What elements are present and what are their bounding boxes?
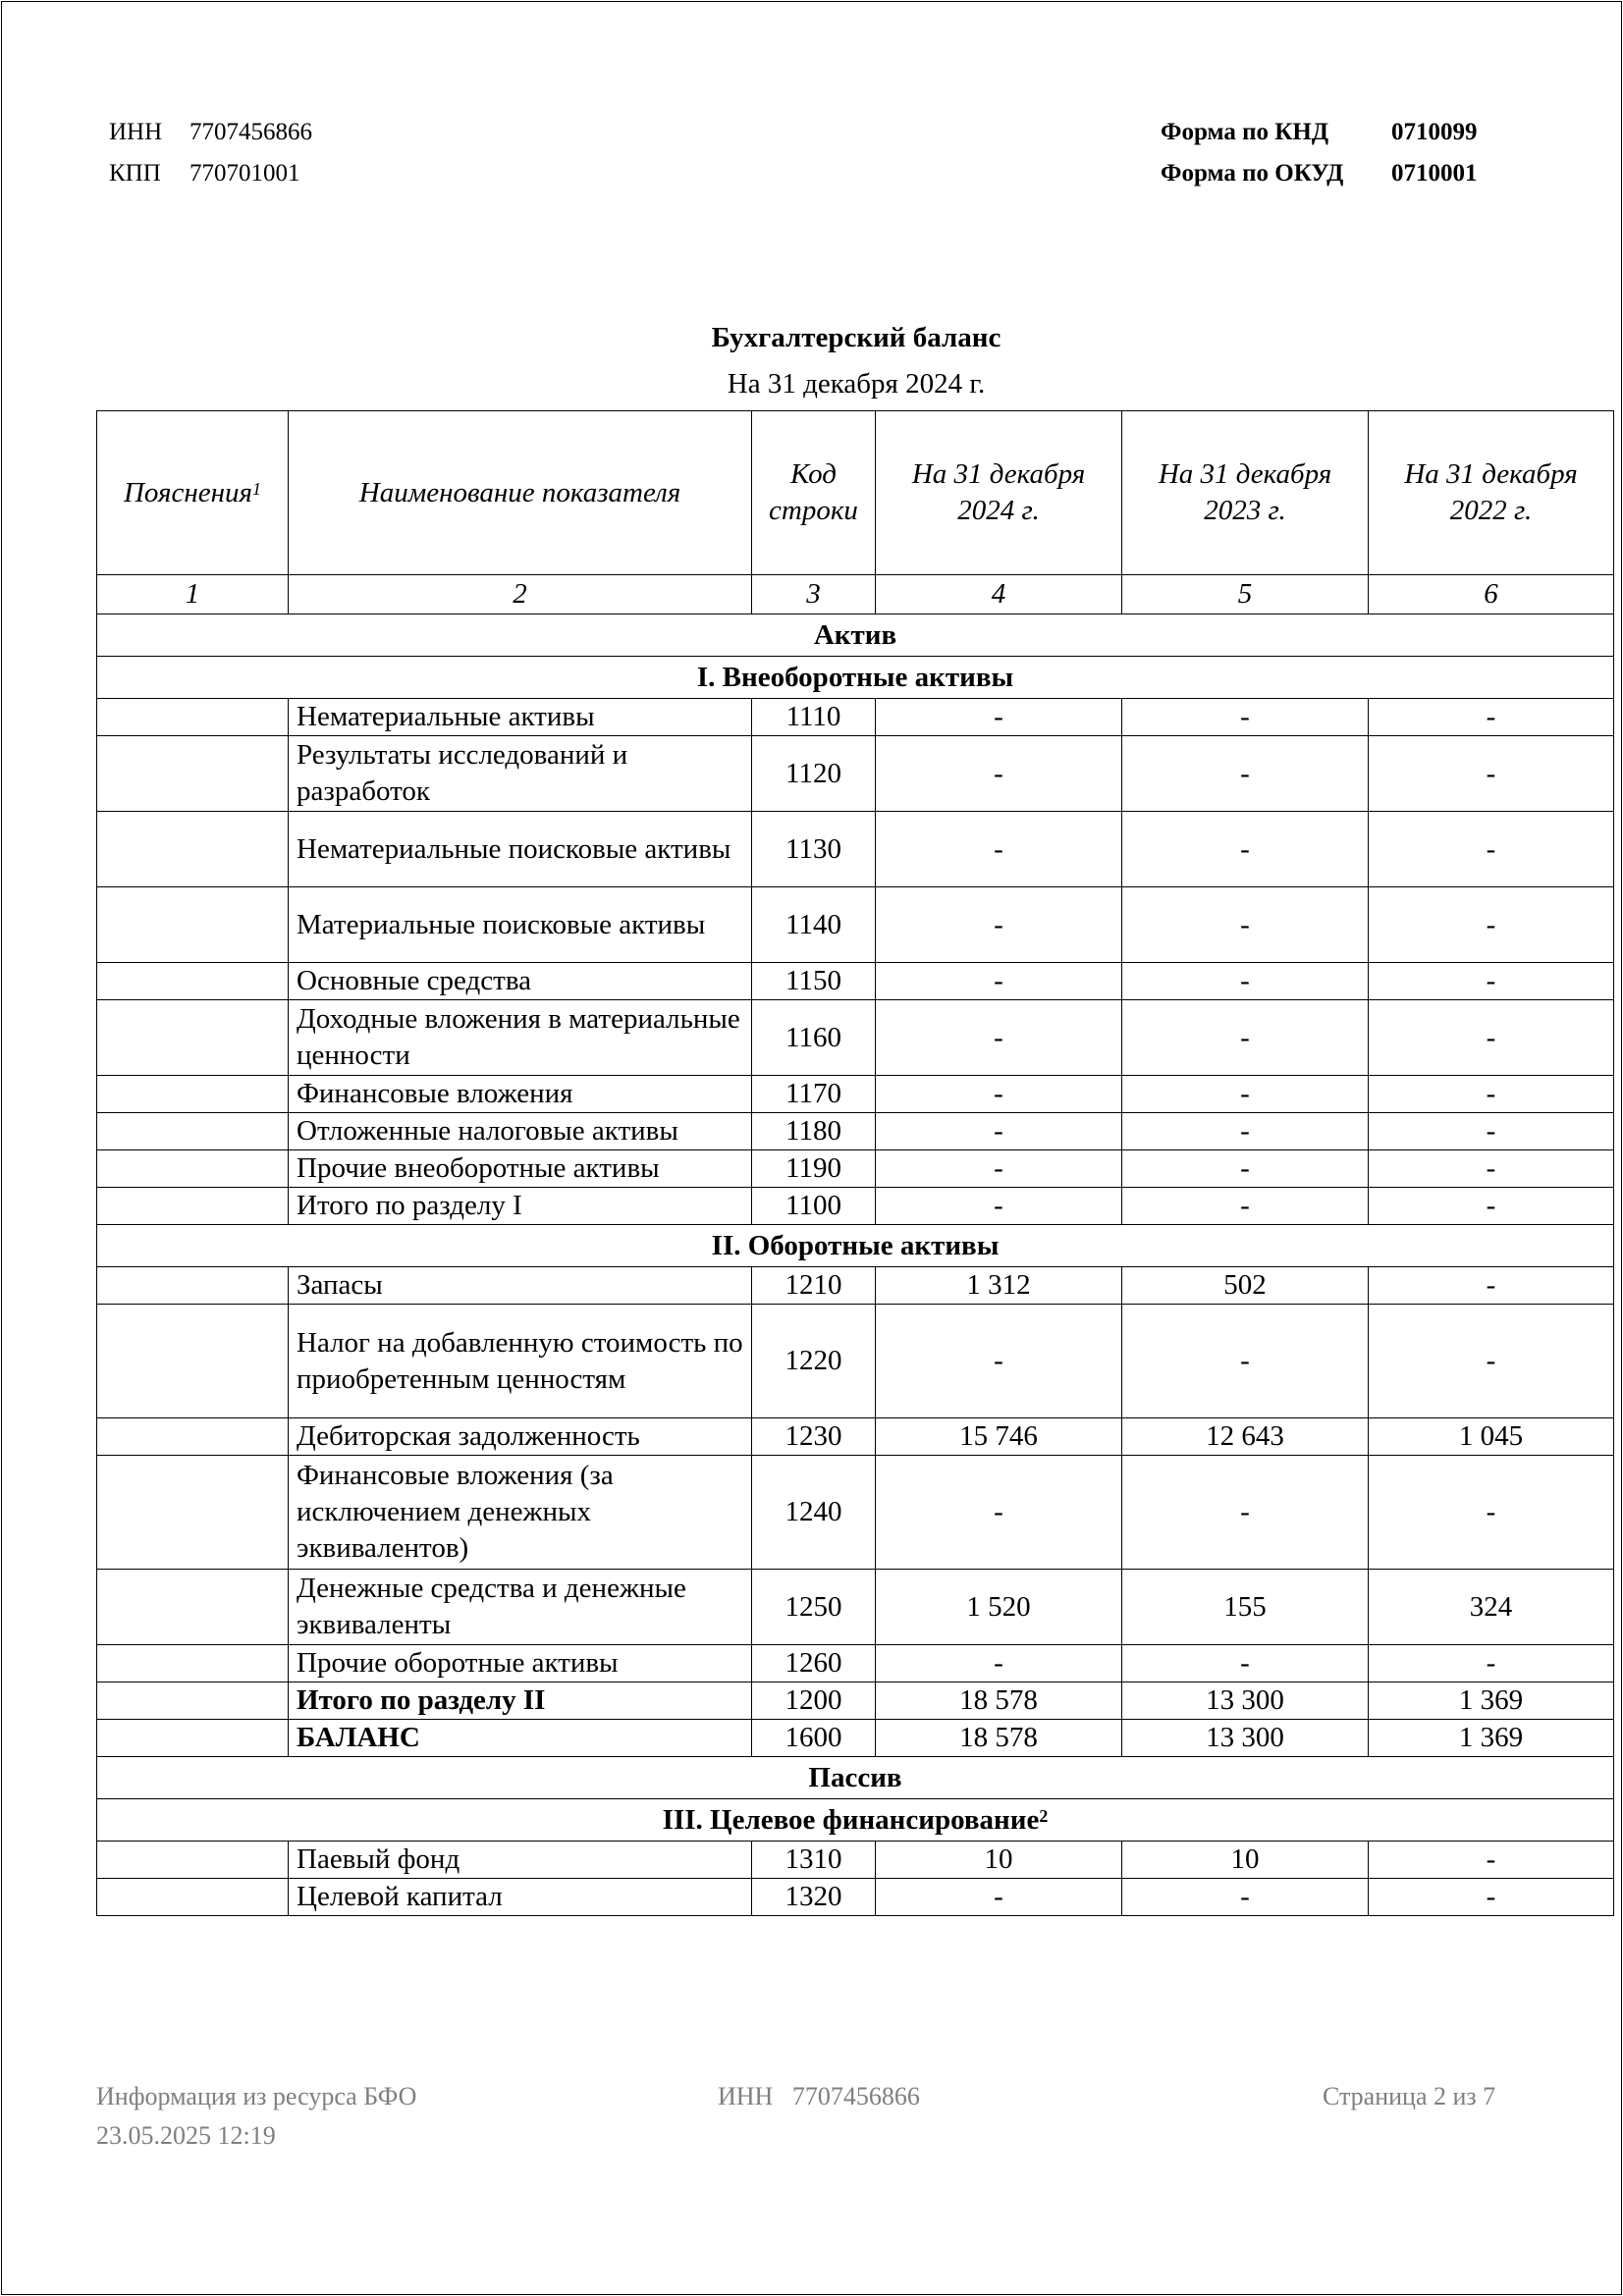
value-2023-cell: 13 300 bbox=[1122, 1682, 1369, 1720]
column-number-row bbox=[97, 575, 1614, 614]
indicator-name-cell: Итого по разделу I bbox=[289, 1188, 752, 1225]
value-2022-cell: 1 045 bbox=[1369, 1418, 1614, 1456]
notes-cell bbox=[97, 1842, 289, 1879]
column-number: 2 bbox=[289, 575, 752, 614]
notes-cell bbox=[97, 736, 289, 812]
indicator-name-cell: Запасы bbox=[289, 1267, 752, 1305]
line-code-cell: 1160 bbox=[752, 1000, 876, 1076]
line-code-cell: 1250 bbox=[752, 1570, 876, 1645]
footer-source bbox=[96, 2077, 416, 2156]
value-2023-cell: - bbox=[1122, 963, 1369, 1000]
value-2022-cell: 1 369 bbox=[1369, 1682, 1614, 1720]
notes-cell bbox=[97, 1879, 289, 1916]
line-code-cell: 1220 bbox=[752, 1305, 876, 1418]
column-number: 1 bbox=[97, 575, 289, 614]
value-2022-cell: - bbox=[1369, 812, 1614, 887]
value-2024-cell: - bbox=[876, 963, 1122, 1000]
kpp-value: 770701001 bbox=[189, 160, 300, 187]
value-2022-cell: - bbox=[1369, 736, 1614, 812]
line-code-cell: 1320 bbox=[752, 1879, 876, 1916]
indicator-name-cell: Основные средства bbox=[289, 963, 752, 1000]
table-row bbox=[97, 1267, 1614, 1305]
indicator-name-cell: Дебиторская задолженность bbox=[289, 1418, 752, 1456]
line-code-cell: 1600 bbox=[752, 1720, 876, 1757]
indicator-name-cell: Доходные вложения в материальные ценности bbox=[289, 1000, 752, 1076]
line-code-cell: 1140 bbox=[752, 887, 876, 963]
column-number: 4 bbox=[876, 575, 1122, 614]
column-number: 6 bbox=[1369, 575, 1614, 614]
line-code-cell: 1130 bbox=[752, 812, 876, 887]
value-2024-cell: - bbox=[876, 1456, 1122, 1570]
value-2023-cell: - bbox=[1122, 699, 1369, 736]
value-2023-cell: 502 bbox=[1122, 1267, 1369, 1305]
line-code-cell: 1310 bbox=[752, 1842, 876, 1879]
indicator-name-cell: Материальные поисковые активы bbox=[289, 887, 752, 963]
value-2024-cell: 1 312 bbox=[876, 1267, 1122, 1305]
value-2022-cell: - bbox=[1369, 1000, 1614, 1076]
kpp-label: КПП bbox=[109, 160, 161, 187]
table-row bbox=[97, 1720, 1614, 1757]
line-code-cell: 1110 bbox=[752, 699, 876, 736]
indicator-name-cell: Нематериальные поисковые активы bbox=[289, 812, 752, 887]
taxpayer-ids bbox=[109, 112, 312, 194]
line-code-cell: 1100 bbox=[752, 1188, 876, 1225]
table-row bbox=[97, 1682, 1614, 1720]
table-row bbox=[97, 1570, 1614, 1645]
value-2023-cell: - bbox=[1122, 1113, 1369, 1150]
line-code-cell: 1180 bbox=[752, 1113, 876, 1150]
document-title: Бухгалтерский баланс bbox=[711, 322, 1001, 353]
value-2022-cell: - bbox=[1369, 1267, 1614, 1305]
inn-label: ИНН bbox=[109, 119, 163, 145]
footer-inn-label: ИНН bbox=[718, 2082, 774, 2110]
header-cell-2024: На 31 декабря 2024 г. bbox=[876, 411, 1122, 575]
line-code-cell: 1170 bbox=[752, 1076, 876, 1113]
value-2022-cell: - bbox=[1369, 1076, 1614, 1113]
value-2024-cell: - bbox=[876, 1645, 1122, 1682]
footer-source-text: Информация из ресурса БФО bbox=[96, 2082, 417, 2110]
table-row bbox=[97, 1879, 1614, 1916]
okud-value: 0710001 bbox=[1391, 160, 1478, 187]
table-header-row bbox=[97, 411, 1614, 575]
table-row bbox=[97, 887, 1614, 963]
section-row-current-label: II. Оборотные активы bbox=[711, 1229, 1000, 1261]
footnote-marker: 2 bbox=[1039, 1805, 1049, 1826]
table-row bbox=[97, 1150, 1614, 1188]
value-2024-cell: 10 bbox=[876, 1842, 1122, 1879]
notes-cell bbox=[97, 812, 289, 887]
value-2022-cell: 324 bbox=[1369, 1570, 1614, 1645]
notes-cell bbox=[97, 1305, 289, 1418]
value-2024-cell: 15 746 bbox=[876, 1418, 1122, 1456]
value-2022-cell: - bbox=[1369, 1645, 1614, 1682]
line-code-cell: 1190 bbox=[752, 1150, 876, 1188]
footer-inn-value: 7707456866 bbox=[791, 2082, 920, 2110]
indicator-name-cell: Отложенные налоговые активы bbox=[289, 1113, 752, 1150]
indicator-name-cell: Финансовые вложения bbox=[289, 1076, 752, 1113]
indicator-name-cell: Прочие внеоборотные активы bbox=[289, 1150, 752, 1188]
table-row bbox=[97, 1456, 1614, 1570]
value-2023-cell: - bbox=[1122, 1188, 1369, 1225]
value-2023-cell: - bbox=[1122, 1076, 1369, 1113]
line-code-cell: 1240 bbox=[752, 1456, 876, 1570]
header-cell-2022: На 31 декабря 2022 г. bbox=[1369, 411, 1614, 575]
notes-cell bbox=[97, 1267, 289, 1305]
table-row bbox=[97, 1305, 1614, 1418]
indicator-name-cell: Целевой капитал bbox=[289, 1879, 752, 1916]
section-row-aktiv: Актив bbox=[97, 614, 1614, 657]
value-2024-cell: - bbox=[876, 1879, 1122, 1916]
footer-datetime: 23.05.2025 12:19 bbox=[96, 2121, 276, 2150]
value-2022-cell: - bbox=[1369, 887, 1614, 963]
value-2024-cell: 18 578 bbox=[876, 1720, 1122, 1757]
value-2023-cell: - bbox=[1122, 1456, 1369, 1570]
value-2023-cell: 10 bbox=[1122, 1842, 1369, 1879]
column-number: 3 bbox=[752, 575, 876, 614]
indicator-name-cell: Налог на добавленную стоимость по приобретенным ценностям bbox=[289, 1305, 752, 1418]
indicator-name-cell: БАЛАНС bbox=[289, 1720, 752, 1757]
indicator-name-cell: Итого по разделу II bbox=[289, 1682, 752, 1720]
table-row bbox=[97, 1113, 1614, 1150]
line-code-cell: 1230 bbox=[752, 1418, 876, 1456]
notes-cell bbox=[97, 963, 289, 1000]
indicator-name-cell: Паевый фонд bbox=[289, 1842, 752, 1879]
value-2024-cell: - bbox=[876, 1076, 1122, 1113]
value-2022-cell: - bbox=[1369, 699, 1614, 736]
notes-cell bbox=[97, 1076, 289, 1113]
section-row-passiv-label: Пассив bbox=[808, 1761, 902, 1793]
line-code-cell: 1260 bbox=[752, 1645, 876, 1682]
value-2023-cell: 155 bbox=[1122, 1570, 1369, 1645]
knd-label: Форма по КНД bbox=[1161, 119, 1329, 145]
notes-cell bbox=[97, 1682, 289, 1720]
value-2024-cell: 18 578 bbox=[876, 1682, 1122, 1720]
table-row bbox=[97, 1076, 1614, 1113]
value-2023-cell: 12 643 bbox=[1122, 1418, 1369, 1456]
value-2024-cell: - bbox=[876, 1305, 1122, 1418]
footer-page-number: Страница 2 из 7 bbox=[1323, 2082, 1496, 2110]
table-row bbox=[97, 1000, 1614, 1076]
value-2022-cell: - bbox=[1369, 1456, 1614, 1570]
knd-value: 0710099 bbox=[1391, 119, 1478, 145]
okud-label: Форма по ОКУД bbox=[1161, 160, 1344, 187]
form-codes bbox=[1161, 112, 1478, 194]
value-2023-cell: - bbox=[1122, 1305, 1369, 1418]
line-code-cell: 1200 bbox=[752, 1682, 876, 1720]
notes-cell bbox=[97, 699, 289, 736]
value-2024-cell: - bbox=[876, 812, 1122, 887]
value-2024-cell: - bbox=[876, 1150, 1122, 1188]
notes-cell bbox=[97, 1645, 289, 1682]
notes-cell bbox=[97, 1113, 289, 1150]
table-row bbox=[97, 699, 1614, 736]
value-2023-cell: 13 300 bbox=[1122, 1720, 1369, 1757]
notes-cell bbox=[97, 1456, 289, 1570]
value-2022-cell: - bbox=[1369, 1879, 1614, 1916]
notes-cell bbox=[97, 1720, 289, 1757]
inn-value: 7707456866 bbox=[189, 119, 312, 145]
value-2023-cell: - bbox=[1122, 736, 1369, 812]
document-page bbox=[1, 1, 1622, 2295]
table-row bbox=[97, 1842, 1614, 1879]
indicator-name-cell: Нематериальные активы bbox=[289, 699, 752, 736]
value-2022-cell: - bbox=[1369, 963, 1614, 1000]
value-2024-cell: - bbox=[876, 1113, 1122, 1150]
indicator-name-cell: Прочие оборотные активы bbox=[289, 1645, 752, 1682]
line-code-cell: 1210 bbox=[752, 1267, 876, 1305]
value-2024-cell: - bbox=[876, 1188, 1122, 1225]
notes-cell bbox=[97, 887, 289, 963]
header-cell-name: Наименование показателя bbox=[289, 411, 752, 575]
notes-cell bbox=[97, 1000, 289, 1076]
indicator-name-cell: Денежные средства и денежные эквиваленты bbox=[289, 1570, 752, 1645]
section-row-passiv bbox=[97, 1757, 1614, 1799]
header-cell-code: Код строки bbox=[752, 411, 876, 575]
header-cell-2023: На 31 декабря 2023 г. bbox=[1122, 411, 1369, 575]
table-row bbox=[97, 1418, 1614, 1456]
indicator-name-cell: Финансовые вложения (за исключением денежных эквивалентов) bbox=[289, 1456, 752, 1570]
table-row bbox=[97, 1645, 1614, 1682]
value-2024-cell: - bbox=[876, 699, 1122, 736]
indicator-name-cell: Результаты исследований и разработок bbox=[289, 736, 752, 812]
value-2023-cell: - bbox=[1122, 1150, 1369, 1188]
table-row bbox=[97, 1188, 1614, 1225]
notes-cell bbox=[97, 1150, 289, 1188]
value-2023-cell: - bbox=[1122, 887, 1369, 963]
table-row bbox=[97, 963, 1614, 1000]
value-2023-cell: - bbox=[1122, 1645, 1369, 1682]
line-code-cell: 1120 bbox=[752, 736, 876, 812]
table-row bbox=[97, 812, 1614, 887]
value-2024-cell: 1 520 bbox=[876, 1570, 1122, 1645]
section-row-target-financing bbox=[97, 1799, 1614, 1842]
value-2022-cell: - bbox=[1369, 1150, 1614, 1188]
value-2022-cell: - bbox=[1369, 1305, 1614, 1418]
notes-cell bbox=[97, 1570, 289, 1645]
column-number: 5 bbox=[1122, 575, 1369, 614]
section-row-current bbox=[97, 1225, 1614, 1267]
section-row-target-financing-label: III. Целевое финансирование bbox=[662, 1803, 1040, 1836]
value-2023-cell: - bbox=[1122, 1000, 1369, 1076]
value-2022-cell: - bbox=[1369, 1113, 1614, 1150]
notes-cell bbox=[97, 1188, 289, 1225]
section-row-noncurrent: I. Внеоборотные активы bbox=[97, 657, 1614, 699]
document-subtitle: На 31 декабря 2024 г. bbox=[727, 368, 986, 400]
balance-table bbox=[96, 410, 1614, 1916]
value-2024-cell: - bbox=[876, 1000, 1122, 1076]
value-2023-cell: - bbox=[1122, 812, 1369, 887]
notes-cell bbox=[97, 1418, 289, 1456]
value-2024-cell: - bbox=[876, 887, 1122, 963]
value-2024-cell: - bbox=[876, 736, 1122, 812]
line-code-cell: 1150 bbox=[752, 963, 876, 1000]
value-2023-cell: - bbox=[1122, 1879, 1369, 1916]
footer-inn bbox=[718, 2077, 920, 2116]
header-cell-notes: Пояснения$^1$ bbox=[97, 411, 289, 575]
value-2022-cell: 1 369 bbox=[1369, 1720, 1614, 1757]
table-row bbox=[97, 736, 1614, 812]
value-2022-cell: - bbox=[1369, 1842, 1614, 1879]
value-2022-cell: - bbox=[1369, 1188, 1614, 1225]
